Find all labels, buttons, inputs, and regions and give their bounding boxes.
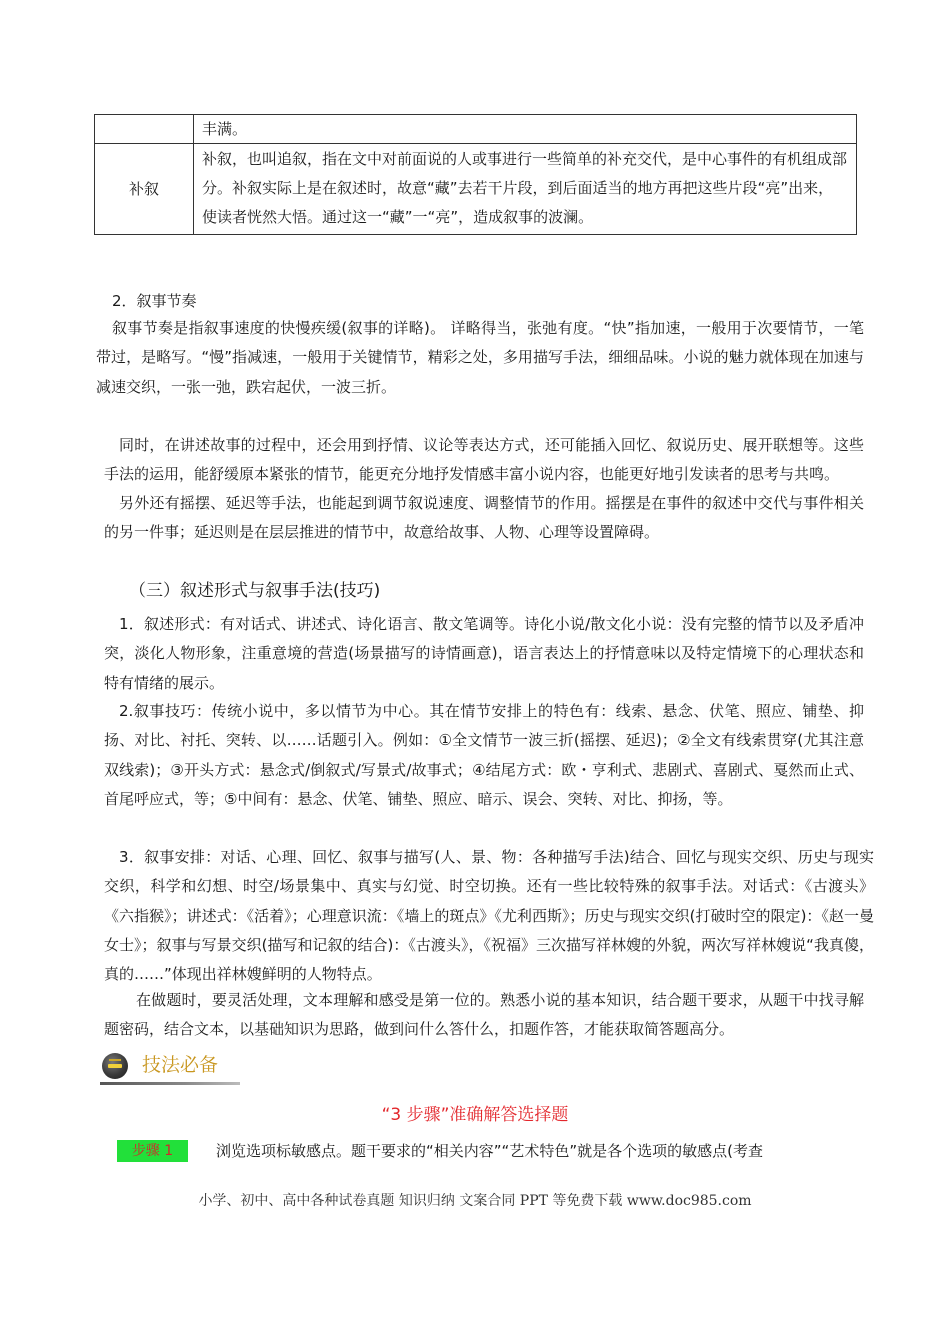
paragraph-text: 同时，在讲述故事的过程中，还会用到抒情、议论等表达方式，还可能插入回忆、叙说历史、展开联想等。这些手法的运用，能舒缓原本紧张的情节，能更充分地抒发情感丰富小说内容，也能更好地引发读者的思考与共鸣。 — [104, 436, 864, 484]
section-3-paragraph-1 — [104, 610, 864, 698]
step-badge: 步骤 1 — [117, 1140, 188, 1162]
narration-table — [94, 114, 857, 235]
banner-label: 技法必备 — [142, 1054, 219, 1076]
paragraph-text: 1．叙述形式：有对话式、讲述式、诗化语言、散文笔调等。诗化小说/散文化小说：没有完整的情节以及矛盾冲突，淡化人物形象，注重意境的营造(场景描写的诗情画意)，语言表达上的抒情意味以及特定情境下的心理状态和特有情绪的展示。 — [104, 615, 864, 692]
table-cell-text: 补叙，也叫追叙，指在文中对前面说的人或事进行一些简单的补充交代，是中心事件的有机组成部分。补叙实际上是在叙述时，故意“藏”去若干片段，到后面适当的地方再把这些片段“亮”出来，使读者恍然大悟。通过这一“藏”一“亮”，造成叙事的波澜。 — [194, 144, 857, 235]
section-3-paragraph-4 — [104, 986, 864, 1045]
paragraph-text: 在做题时，要灵活处理，文本理解和感受是第一位的。熟悉小说的基本知识，结合题干要求，从题干中找寻解题密码，结合文本，以基础知识为思路，做到问什么答什么，扣题作答，才能获取简答题高分。 — [104, 991, 864, 1039]
table-cell-label — [95, 115, 194, 144]
rhythm-paragraph-3 — [104, 489, 864, 548]
footer-text: 小学、初中、高中各种试卷真题 知识归纳 文案合同 PPT 等免费下载 www.doc985.com — [198, 1193, 752, 1209]
rhythm-heading: 2．叙事节奏 — [112, 292, 197, 310]
section-3-paragraph-3 — [104, 843, 874, 989]
rhythm-paragraph-2 — [104, 431, 864, 490]
table-row — [95, 144, 857, 235]
skill-banner — [100, 1048, 240, 1084]
section-3-paragraph-2 — [104, 697, 864, 814]
table-cell-text: 丰满。 — [194, 115, 857, 144]
paragraph-text: 叙事节奏是指叙事速度的快慢疾缓(叙事的详略)。 详略得当，张弛有度。“快”指加速，一般用于次要情节，一笔带过，是略写。“慢”指减速，一般用于关键情节，精彩之处，多用描写手法，细细品味。小说的魅力就体现在加速与减速交织，一张一弛，跌宕起伏，一波三折。 — [96, 319, 864, 396]
paragraph-text: 另外还有摇摆、延迟等手法，也能起到调节叙说速度、调整情节的作用。摇摆是在事件的叙述中交代与事件相关的另一件事；延迟则是在层层推进的情节中，故意给故事、人物、心理等设置障碍。 — [104, 494, 864, 542]
paragraph-text: 2.叙事技巧：传统小说中，多以情节为中心。其在情节安排上的特色有：线索、悬念、伏笔、照应、铺垫、抑扬、对比、衬托、突转、以……话题引入。例如：①全文情节一波三折(摇摆、延迟)；②全文有线索贯穿(尤其注意双线索)；③开头方式：悬念式/倒叙式/写景式/故事式；④结尾方式：欧・亨利式、悲剧式、喜剧式、戛然而止式、首尾呼应式，等；⑤中间有：悬念、伏笔、铺垫、照应、暗示、误会、突转、对比、抑扬，等。 — [104, 702, 864, 808]
rhythm-paragraph-1 — [96, 314, 864, 402]
section-3-title: （三）叙述形式与叙事手法(技巧) — [129, 581, 381, 601]
table-row — [95, 115, 857, 144]
table-cell-label: 补叙 — [95, 144, 194, 235]
banner-underline — [100, 1082, 240, 1085]
skill-title: “3 步骤”准确解答选择题 — [381, 1105, 569, 1125]
numbered-circle-icon — [102, 1053, 128, 1079]
step-text: 浏览选项标敏感点。题干要求的“相关内容”“艺术特色”就是各个选项的敏感点(考查 — [216, 1142, 763, 1160]
paragraph-text: 3．叙事安排：对话、心理、回忆、叙事与描写(人、景、物：各种描写手法)结合、回忆与现实交织、历史与现实交织，科学和幻想、时空/场景集中、真实与幻觉、时空切换。还有一些比较特殊的叙事手法。对话式：《古渡头》《六指猴》；讲述式：《活着》；心理意识流：《墙上的斑点》《尤利西斯》；历史与现实交织(打破时空的限定)：《赵一曼女士》；叙事与写景交织(描写和记叙的结合)：《古渡头》，《祝福》三次描写祥林嫂的外貌，两次写祥林嫂说“我真傻，真的……”体现出祥林嫂鲜明的人物特点。 — [104, 848, 874, 984]
